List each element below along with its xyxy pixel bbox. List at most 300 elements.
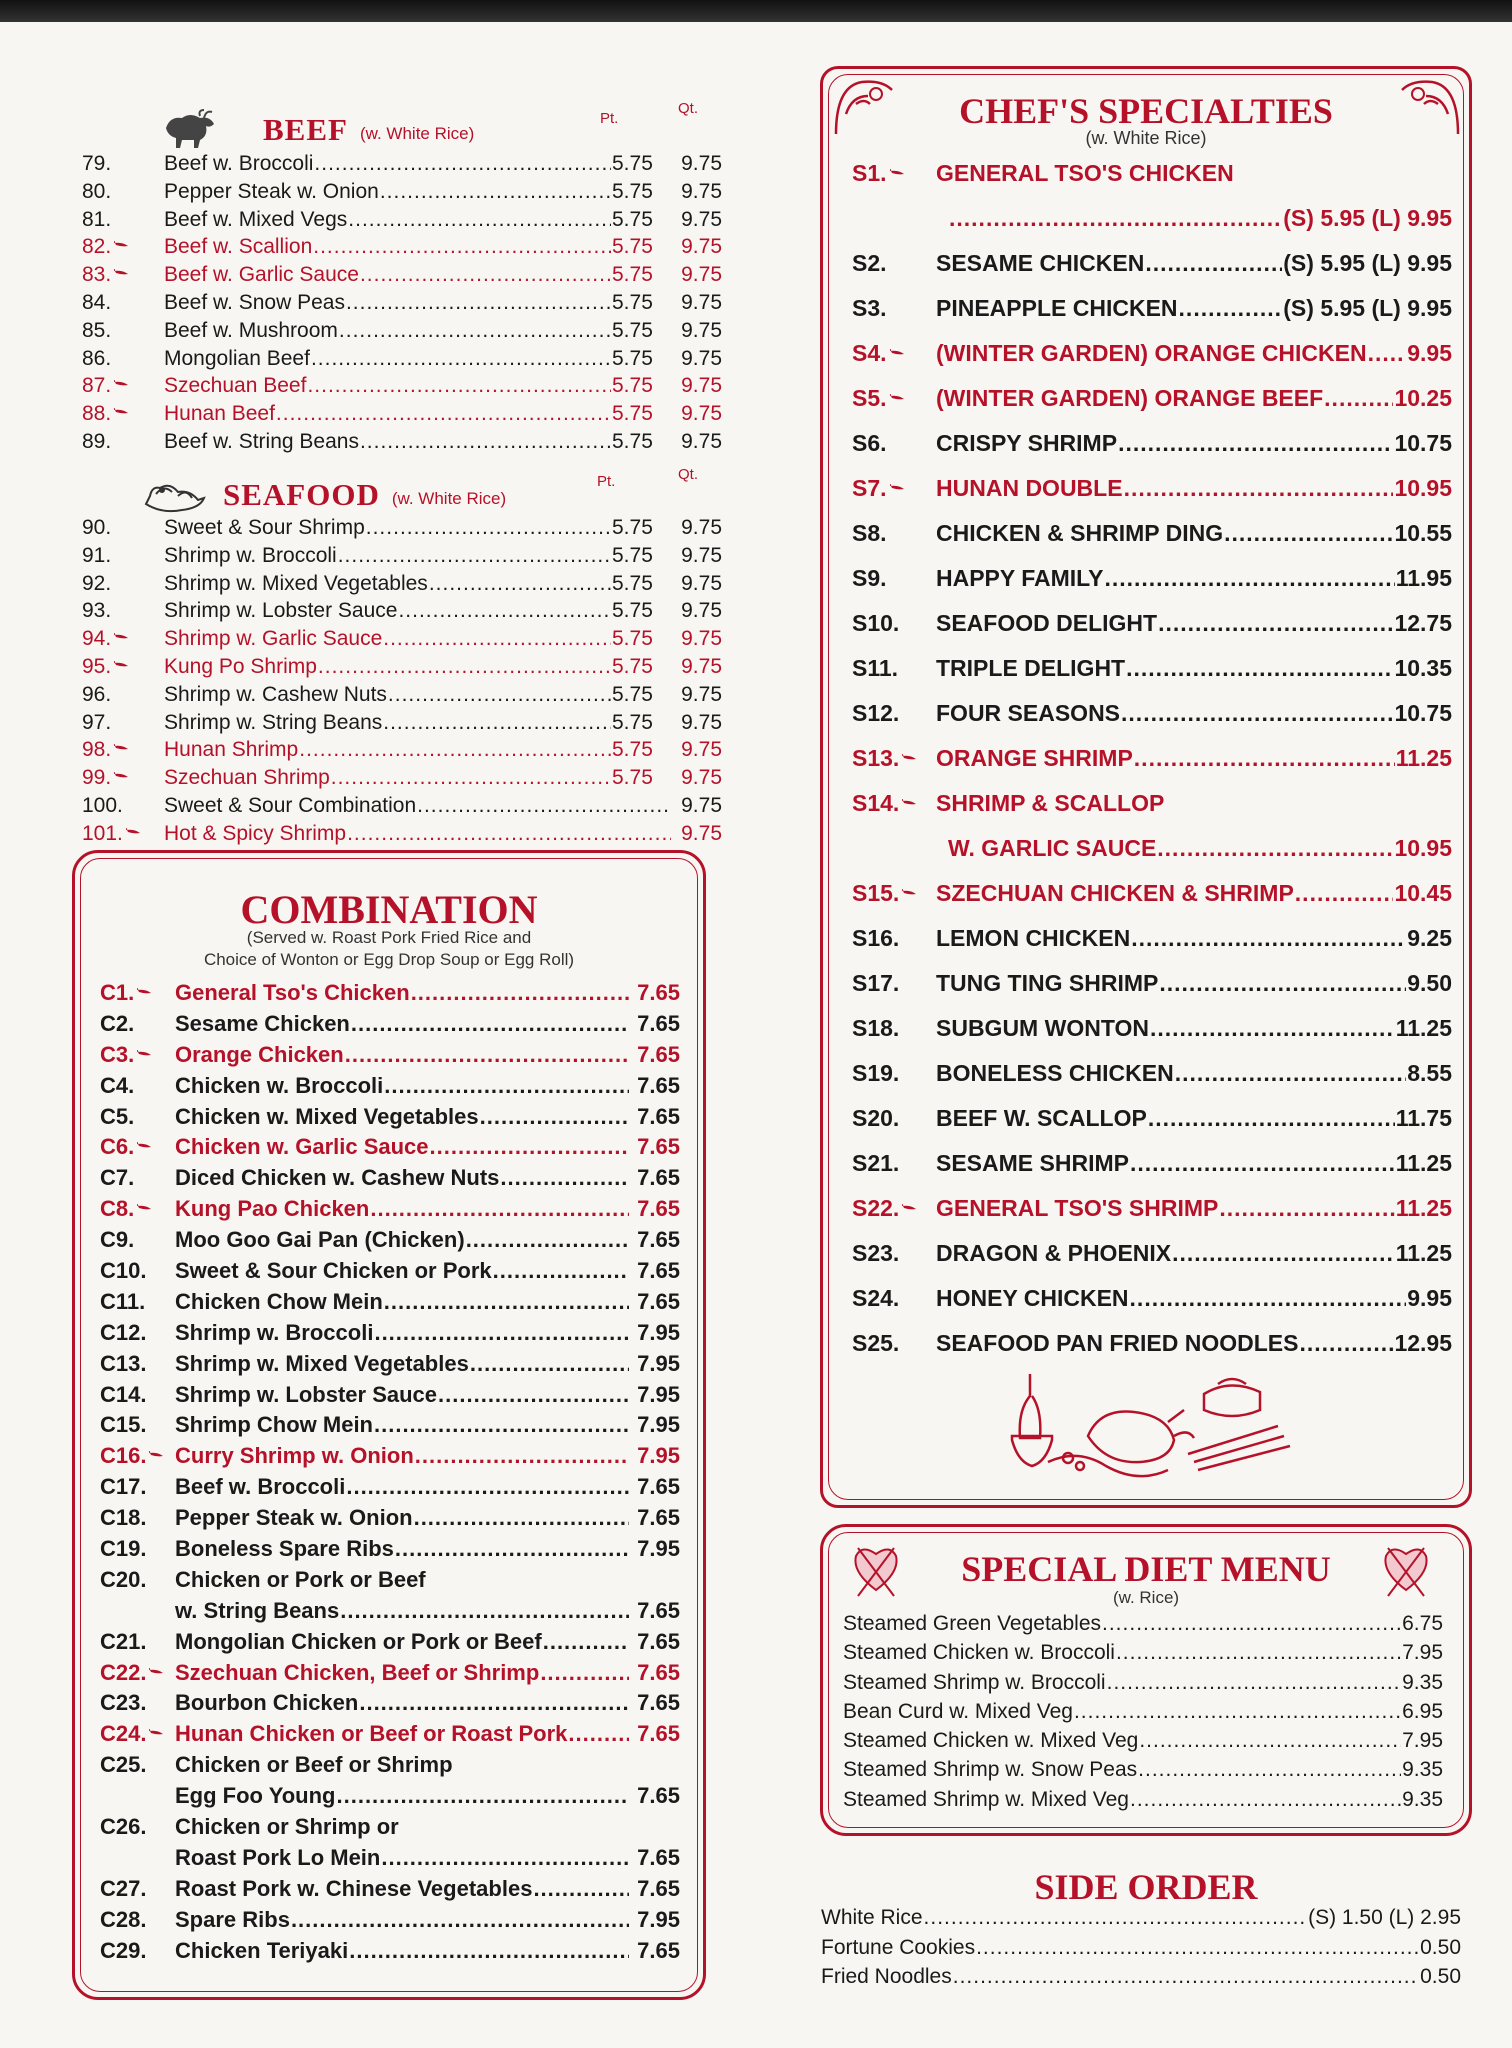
dot-leader: [949, 205, 1282, 232]
item-name: Beef w. Garlic Sauce: [164, 263, 359, 287]
item-name: Beef w. Scallion: [164, 235, 313, 259]
item-price: 7.95: [1402, 1729, 1443, 1753]
item-number: C19.: [100, 1536, 147, 1562]
menu-item-row: [82, 655, 722, 683]
item-name: SZECHUAN CHICKEN & SHRIMP: [936, 880, 1294, 906]
item-price: 7.65: [637, 1844, 680, 1870]
item-price: 11.25: [1395, 1015, 1452, 1041]
item-number: C26.: [100, 1814, 147, 1840]
specialty-row: [852, 1105, 1452, 1150]
item-price: 7.65: [637, 1010, 680, 1036]
item-number: C17.: [100, 1474, 147, 1500]
dot-leader: [351, 1011, 629, 1037]
item-name: Shrimp Chow Mein: [175, 1412, 373, 1438]
item-name: Beef w. Mixed Vegs: [164, 207, 348, 231]
item-number: C1.: [100, 980, 175, 1006]
dot-leader: [1134, 745, 1395, 772]
item-price: 11.25: [1395, 745, 1452, 771]
item-name: Hunan Beef: [164, 402, 275, 426]
dot-leader: [388, 683, 611, 707]
item-number: 79.: [82, 152, 112, 175]
item-name: Sweet & Sour Chicken or Pork: [175, 1258, 492, 1284]
item-number: C11.: [100, 1288, 146, 1314]
item-name: Shrimp w. Mixed Vegetables: [164, 571, 428, 595]
dot-leader: [953, 1965, 1419, 1989]
specialty-row: [852, 790, 1452, 835]
item-name: Steamed Green Vegetables: [843, 1612, 1102, 1635]
seafood-list: [82, 516, 722, 850]
combination-row: [100, 1752, 680, 1783]
dot-leader: [1074, 1700, 1401, 1724]
dot-leader: [470, 1351, 629, 1377]
price-pint: 5.75: [612, 207, 653, 231]
item-number: C24.: [100, 1721, 175, 1747]
item-name: Shrimp w. Lobster Sauce: [164, 599, 398, 623]
dot-leader: [1157, 835, 1393, 862]
dot-leader: [500, 1165, 629, 1191]
dot-leader: [1295, 880, 1394, 907]
combination-row: [100, 1196, 680, 1227]
item-price: (S) 5.95 (L) 9.95: [1283, 295, 1452, 321]
item-price: 11.95: [1395, 565, 1452, 591]
item-name: PINEAPPLE CHICKEN: [936, 295, 1178, 321]
hot-spicy-icon: [137, 1050, 153, 1057]
item-price: 7.95: [1402, 1641, 1443, 1665]
menu-item-row: [82, 347, 722, 375]
item-price: 7.95: [637, 1443, 680, 1469]
item-price: 7.65: [637, 1134, 680, 1160]
page-top-edge: [0, 0, 1512, 22]
diet-row: [843, 1671, 1443, 1700]
dot-leader: [1118, 430, 1393, 457]
item-name: CRISPY SHRIMP: [936, 430, 1118, 456]
item-number: S5.: [852, 385, 936, 412]
price-pint: 5.75: [612, 710, 653, 734]
item-name: Beef w. Broccoli: [164, 152, 314, 175]
combination-row: [100, 1042, 680, 1073]
item-number: S11.: [852, 655, 899, 681]
item-number: C15.: [100, 1412, 147, 1438]
combination-row: [100, 1505, 680, 1536]
dot-leader: [360, 263, 611, 287]
item-price: 11.75: [1395, 1105, 1452, 1131]
item-price: 12.75: [1394, 610, 1452, 636]
dot-leader: [493, 1258, 629, 1284]
item-number: C23.: [100, 1690, 147, 1716]
item-number: C3.: [100, 1042, 175, 1068]
dot-leader: [1368, 340, 1407, 367]
item-name: TRIPLE DELIGHT: [936, 655, 1126, 681]
price-pint: 5.75: [612, 179, 653, 203]
dot-leader: [1102, 1612, 1401, 1636]
dot-leader: [383, 711, 611, 735]
menu-item-row: [82, 599, 722, 627]
diet-subtitle: (w. Rice): [1112, 1588, 1180, 1607]
dot-leader: [1104, 565, 1394, 592]
item-number: 86.: [82, 346, 112, 370]
seafood-title: SEAFOOD: [223, 477, 380, 512]
price-quart: 9.75: [681, 152, 722, 175]
specialty-row: [852, 610, 1452, 655]
item-price: 7.65: [637, 1288, 680, 1314]
specialty-row: [852, 880, 1452, 925]
price-quart: 9.75: [681, 821, 722, 845]
hot-spicy-icon: [902, 889, 918, 896]
dot-leader: [314, 152, 611, 176]
item-number: C28.: [100, 1906, 147, 1932]
item-number: C27.: [100, 1875, 147, 1901]
item-name: Chicken w. Broccoli: [175, 1072, 384, 1098]
item-name: HONEY CHICKEN: [936, 1285, 1129, 1311]
hot-spicy-icon: [114, 633, 130, 640]
item-number: 85.: [82, 318, 112, 342]
item-name: FOUR SEASONS: [936, 700, 1121, 726]
menu-item-row: [82, 544, 722, 572]
item-name: Szechuan Chicken, Beef or Shrimp: [175, 1659, 540, 1685]
price-pint: 5.75: [612, 152, 653, 175]
menu-item-row: [82, 180, 722, 208]
combination-row: [100, 1629, 680, 1660]
dot-leader: [1145, 250, 1282, 277]
dot-leader: [381, 1845, 629, 1871]
item-name: Spare Ribs: [175, 1906, 290, 1932]
item-name: Bourbon Chicken: [175, 1690, 359, 1716]
item-name: Chicken Chow Mein: [175, 1288, 383, 1314]
price-pint: 5.75: [612, 766, 653, 790]
price-pint: 5.75: [612, 263, 653, 287]
item-name: Chicken or Beef or Shrimp: [175, 1752, 453, 1778]
combination-row: [100, 1536, 680, 1567]
price-pint: 5.75: [612, 402, 653, 426]
item-name: Chicken w. Mixed Vegetables: [175, 1103, 479, 1129]
specialty-row: [852, 160, 1452, 205]
price-pint: 5.75: [612, 571, 653, 595]
item-name: Boneless Spare Ribs: [175, 1536, 394, 1562]
item-number: S16.: [852, 925, 900, 951]
specialty-row: [852, 1240, 1452, 1285]
item-price: 10.25: [1394, 385, 1452, 411]
dot-leader: [1131, 925, 1406, 952]
item-number: S21.: [852, 1150, 900, 1176]
item-number: C29.: [100, 1937, 147, 1963]
item-price: 7.95: [637, 1350, 680, 1376]
item-name: Diced Chicken w. Cashew Nuts: [175, 1165, 500, 1191]
item-name: Shrimp w. Garlic Sauce: [164, 627, 383, 651]
hot-spicy-icon: [137, 1142, 153, 1149]
item-name: SHRIMP & SCALLOP: [936, 790, 1165, 816]
dot-leader: [415, 1443, 629, 1469]
item-name: Shrimp w. Mixed Vegetables: [175, 1350, 469, 1376]
price-quart: 9.75: [681, 599, 722, 623]
item-number: S4.: [852, 340, 936, 367]
dot-leader: [366, 516, 611, 540]
item-name: BEEF W. SCALLOP: [936, 1105, 1147, 1131]
menu-item-row: [82, 822, 722, 850]
hot-spicy-icon: [114, 661, 130, 668]
item-price: 7.65: [637, 1196, 680, 1222]
dot-leader: [331, 766, 611, 790]
dot-leader: [370, 1196, 629, 1222]
menu-item-row: [82, 430, 722, 458]
combination-row: [100, 1165, 680, 1196]
item-number: 99.: [82, 766, 164, 790]
dot-leader: [466, 1227, 629, 1253]
item-number: C8.: [100, 1196, 175, 1222]
menu-item-row: [82, 291, 722, 319]
diet-row: [843, 1758, 1443, 1787]
item-name: White Rice: [821, 1906, 923, 1929]
specialty-row: [852, 700, 1452, 745]
combination-row: [100, 1660, 680, 1691]
item-name: DRAGON & PHOENIX: [936, 1240, 1172, 1266]
item-number: S15.: [852, 880, 936, 907]
item-number: S18.: [852, 1015, 900, 1041]
combination-title: COMBINATION: [240, 887, 538, 932]
item-number: C10.: [100, 1258, 147, 1284]
item-number: S24.: [852, 1285, 900, 1311]
item-number: 81.: [82, 207, 112, 231]
price-pint: 5.75: [612, 374, 653, 398]
hot-spicy-icon: [149, 1451, 165, 1458]
item-name: Sweet & Sour Shrimp: [164, 516, 365, 539]
hot-spicy-icon: [114, 744, 130, 751]
price-quart: 9.75: [681, 318, 722, 342]
item-price: 7.65: [637, 1597, 680, 1623]
item-price: 7.65: [637, 1227, 680, 1253]
dot-leader: [1324, 385, 1393, 412]
hot-spicy-icon: [149, 1668, 165, 1675]
price-quart: 9.75: [681, 429, 722, 453]
dot-leader: [383, 627, 611, 651]
item-number: 92.: [82, 571, 112, 595]
item-name-continued: W. GARLIC SAUCE: [948, 835, 1157, 861]
dot-leader: [411, 980, 629, 1006]
item-number: S22.: [852, 1195, 936, 1222]
item-price: (S) 1.50 (L) 2.95: [1308, 1906, 1461, 1929]
item-price: 7.65: [637, 1875, 680, 1901]
price-quart: 9.75: [681, 543, 722, 567]
item-number: 82.: [82, 235, 164, 259]
item-name: CHICKEN & SHRIMP DING: [936, 520, 1224, 546]
dot-leader: [1138, 1758, 1401, 1782]
menu-item-row: [82, 152, 722, 180]
item-name: Hot & Spicy Shrimp: [164, 821, 347, 845]
item-number: C5.: [100, 1103, 135, 1129]
specialty-row: [852, 475, 1452, 520]
item-name: Moo Goo Gai Pan (Chicken): [175, 1227, 465, 1253]
combination-subtitle-1: (Served w. Roast Pork Fried Rice and: [246, 928, 532, 947]
item-number: C12.: [100, 1319, 147, 1345]
price-pint: 5.75: [612, 235, 653, 259]
item-number: S12.: [852, 700, 900, 726]
item-number: 87.: [82, 374, 164, 398]
item-name-continued: Egg Foo Young: [175, 1783, 336, 1809]
item-number: 95.: [82, 655, 164, 679]
specialty-row: [852, 565, 1452, 610]
item-number: 100.: [82, 793, 123, 817]
menu-item-row: [82, 738, 722, 766]
item-price: 6.75: [1402, 1612, 1443, 1635]
price-pint: 5.75: [612, 682, 653, 706]
menu-item-row: [82, 374, 722, 402]
item-price: 7.65: [637, 1721, 680, 1747]
bull-icon: [160, 108, 218, 150]
specialty-row: [852, 925, 1452, 970]
price-quart: 9.75: [681, 793, 722, 817]
combination-subtitle-2: Choice of Wonton or Egg Drop Soup or Egg Roll): [203, 950, 575, 969]
item-number: C18.: [100, 1505, 147, 1531]
price-quart: 9.75: [681, 263, 722, 287]
item-number: 83.: [82, 263, 164, 287]
item-price: 9.95: [1407, 340, 1452, 366]
dot-leader: [1130, 1788, 1401, 1812]
diet-row: [843, 1729, 1443, 1758]
specialty-row: [852, 1015, 1452, 1060]
item-name: Pepper Steak w. Onion: [175, 1505, 413, 1531]
item-name: (WINTER GARDEN) ORANGE CHICKEN: [936, 340, 1367, 366]
item-price: 8.55: [1407, 1060, 1452, 1086]
dot-leader: [398, 599, 611, 623]
dot-leader: [430, 1134, 629, 1160]
item-number: 88.: [82, 402, 164, 426]
dot-leader: [1107, 1671, 1402, 1695]
seafood-subtitle: (w. White Rice): [391, 489, 507, 508]
hot-spicy-icon: [902, 754, 918, 761]
item-name: Shrimp w. Broccoli: [164, 543, 337, 567]
item-name: SEAFOOD PAN FRIED NOODLES: [936, 1330, 1299, 1356]
dot-leader: [359, 1690, 629, 1716]
specialty-row-continued: [852, 205, 1452, 250]
dot-leader: [349, 1938, 629, 1964]
item-number: 97.: [82, 710, 112, 734]
side-row: [821, 1906, 1461, 1936]
combination-row: [100, 1814, 680, 1845]
price-quart: 9.75: [681, 207, 722, 231]
dot-leader: [540, 1660, 629, 1686]
item-price: 10.95: [1394, 475, 1452, 501]
combination-row: [100, 1690, 680, 1721]
item-price: 10.75: [1394, 430, 1452, 456]
item-number: 80.: [82, 179, 112, 203]
hot-spicy-icon: [902, 1204, 918, 1211]
combination-row-continued: [100, 1598, 680, 1629]
item-name: Shrimp w. Lobster Sauce: [175, 1381, 438, 1407]
beef-title: BEEF: [263, 112, 348, 147]
price-quart: 9.75: [681, 571, 722, 595]
item-number: C16.: [100, 1443, 175, 1469]
specialty-row: [852, 250, 1452, 295]
item-name: General Tso's Chicken: [175, 980, 410, 1005]
hot-spicy-icon: [902, 799, 918, 806]
item-name: SUBGUM WONTON: [936, 1015, 1149, 1041]
menu-item-row: [82, 319, 722, 347]
item-price: 10.55: [1394, 520, 1452, 546]
item-number: 101.: [82, 822, 164, 846]
item-number: 90.: [82, 516, 112, 539]
item-name: Curry Shrimp w. Onion: [175, 1443, 414, 1469]
hot-spicy-icon: [890, 484, 906, 491]
menu-item-row: [82, 766, 722, 794]
menu-item-row: [82, 572, 722, 600]
item-name: Roast Pork w. Chinese Vegetables: [175, 1875, 533, 1901]
item-price: 7.95: [637, 1412, 680, 1438]
dot-leader: [1150, 1015, 1395, 1042]
item-name: SESAME SHRIMP: [936, 1150, 1129, 1176]
dot-leader: [1179, 295, 1283, 322]
price-pint: 5.75: [612, 543, 653, 567]
item-price: 7.65: [637, 1783, 680, 1809]
item-price: 7.65: [637, 1103, 680, 1129]
item-number: S14.: [852, 790, 936, 817]
item-name-continued: Roast Pork Lo Mein: [175, 1844, 381, 1870]
combination-row: [100, 1227, 680, 1258]
dot-leader: [1158, 610, 1393, 637]
hot-spicy-icon: [114, 772, 130, 779]
dot-leader: [347, 822, 671, 846]
hot-spicy-icon: [137, 1204, 153, 1211]
item-name: Mongolian Chicken or Pork or Beef: [175, 1628, 542, 1654]
price-pint: 5.75: [612, 346, 653, 370]
item-number: S19.: [852, 1060, 900, 1086]
combination-row: [100, 1351, 680, 1382]
item-name: Hunan Chicken or Beef or Roast Pork: [175, 1721, 568, 1747]
combination-row: [100, 1073, 680, 1104]
item-price: 7.65: [637, 1505, 680, 1531]
item-price: 10.75: [1394, 700, 1452, 726]
specialty-row: [852, 745, 1452, 790]
specialty-row: [852, 520, 1452, 565]
item-name: Pepper Steak w. Onion: [164, 179, 379, 203]
dot-leader: [311, 347, 611, 371]
dot-leader: [384, 1073, 629, 1099]
item-number: C20.: [100, 1566, 147, 1592]
hot-spicy-icon: [137, 988, 153, 995]
combination-list: [100, 980, 680, 1969]
item-number: S8.: [852, 520, 887, 546]
dot-leader: [1175, 1060, 1407, 1087]
item-number: S25.: [852, 1330, 900, 1356]
diet-list: [843, 1612, 1443, 1817]
combination-row: [100, 1289, 680, 1320]
item-price: 9.50: [1407, 970, 1452, 996]
item-name: Chicken or Shrimp or: [175, 1814, 399, 1840]
dot-leader: [291, 1907, 629, 1933]
dot-leader: [374, 1412, 629, 1438]
item-number: S6.: [852, 430, 887, 456]
item-name: Szechuan Beef: [164, 374, 307, 398]
dot-leader: [1130, 1285, 1407, 1312]
price-quart: 9.75: [681, 682, 722, 706]
price-pint: 5.75: [612, 738, 653, 762]
dot-leader: [429, 572, 611, 596]
item-name: Steamed Chicken w. Mixed Veg: [843, 1729, 1139, 1753]
item-name: Szechuan Shrimp: [164, 766, 330, 790]
item-name: Sweet & Sour Combination: [164, 793, 417, 817]
combination-row: [100, 1443, 680, 1474]
menu-item-row: [82, 627, 722, 655]
combination-row: [100, 980, 680, 1011]
item-price: 0.50: [1420, 1965, 1461, 1988]
combination-row: [100, 1474, 680, 1505]
dot-leader: [346, 291, 611, 315]
item-price: 7.65: [637, 1474, 680, 1500]
item-name: Fortune Cookies: [821, 1935, 976, 1959]
dot-leader: [395, 1536, 629, 1562]
price-quart: 9.75: [681, 654, 722, 678]
item-name: HUNAN DOUBLE: [936, 475, 1123, 501]
hot-spicy-icon: [890, 169, 906, 176]
dot-leader: [299, 738, 611, 762]
